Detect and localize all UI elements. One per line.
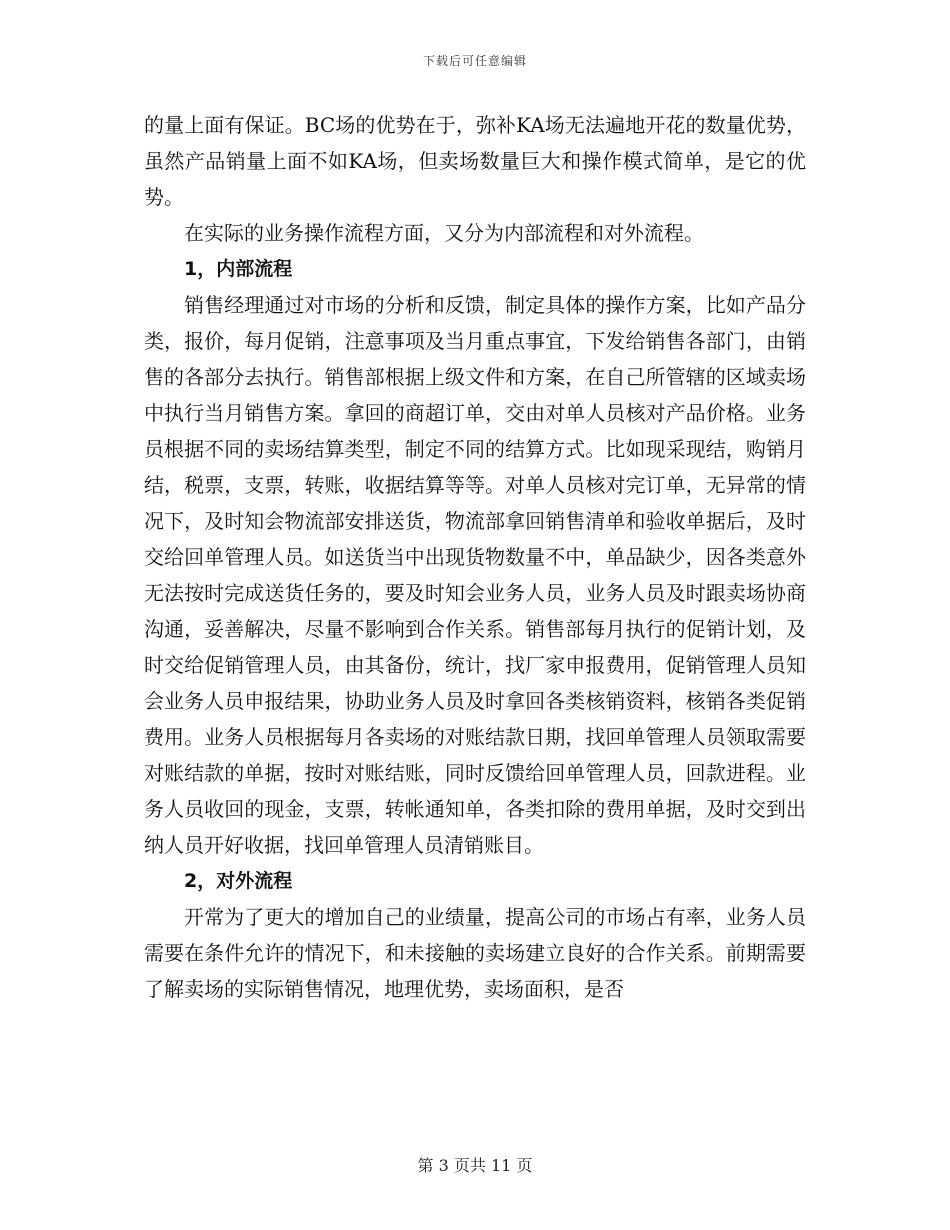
paragraph-3: 销售经理通过对市场的分析和反馈，制定具体的操作方案，比如产品分类，报价，每月促销，注意事项及当月重点事宜，下发给销售各部门，由销售的各部分去执行。销售部根据上级文件和方案，在自己所管辖的区域卖场中执行当月销售方案。拿回的商超订单，交由对单人员核对产品价格。业务员根据不同的卖场结算类型，制定不同的结算方式。比如现采现结，购销月结，税票，支票，转账，收据结算等等。对单人员核对完订单，无异常的情况下，及时知会物流部安排送货，物流部拿回销售清单和验收单据后，及时交给回单管理人员。如送货当中出现货物数量不中，单品缺少，因各类意外无法按时完成送货任务的，要及时知会业务人员，业务人员及时跟卖场协商沟通，妥善解决，尽量不影响到合作关系。销售部每月执行的促销计划，及时交给促销管理人员，由其备份，统计，找厂家申报费用，促销管理人员知会业务人员申报结果，协助业务人员及时拿回各类核销资料，核销各类促销费用。业务人员根据每月各卖场的对账结款日期，找回单管理人员领取需要对账结款的单据，按时对账结账，同时反馈给回单管理人员，回款进程。业务人员收回的现金，支票，转帐通知单，各类扣除的费用单据，及时交到出纳人员开好收据，找回单管理人员清销账目。 bbox=[144, 293, 806, 857]
section-heading-external: 2，对外流程 bbox=[184, 870, 293, 892]
page-header: 下载后可任意编辑 bbox=[422, 54, 527, 68]
section-heading-internal: 1，内部流程 bbox=[184, 258, 293, 280]
paragraph-1: 的量上面有保证。BC场的优势在于，弥补KA场无法遍地开花的数量优势，虽然产品销量上面不如KA场，但卖场数量巨大和操作模式简单，是它的优势。 bbox=[144, 113, 806, 209]
paragraph-2: 在实际的业务操作流程方面，又分为内部流程和对外流程。 bbox=[184, 221, 704, 245]
page-footer: 第 3 页共 11 页 bbox=[417, 1156, 533, 1175]
document-body bbox=[144, 107, 806, 1007]
paragraph-4: 开常为了更大的增加自己的业绩量，提高公司的市场占有率，业务人员需要在条件允许的情况下，和未接触的卖场建立良好的合作关系。前期需要了解卖场的实际销售情况，地理优势，卖场面积，是否 bbox=[144, 905, 806, 1001]
